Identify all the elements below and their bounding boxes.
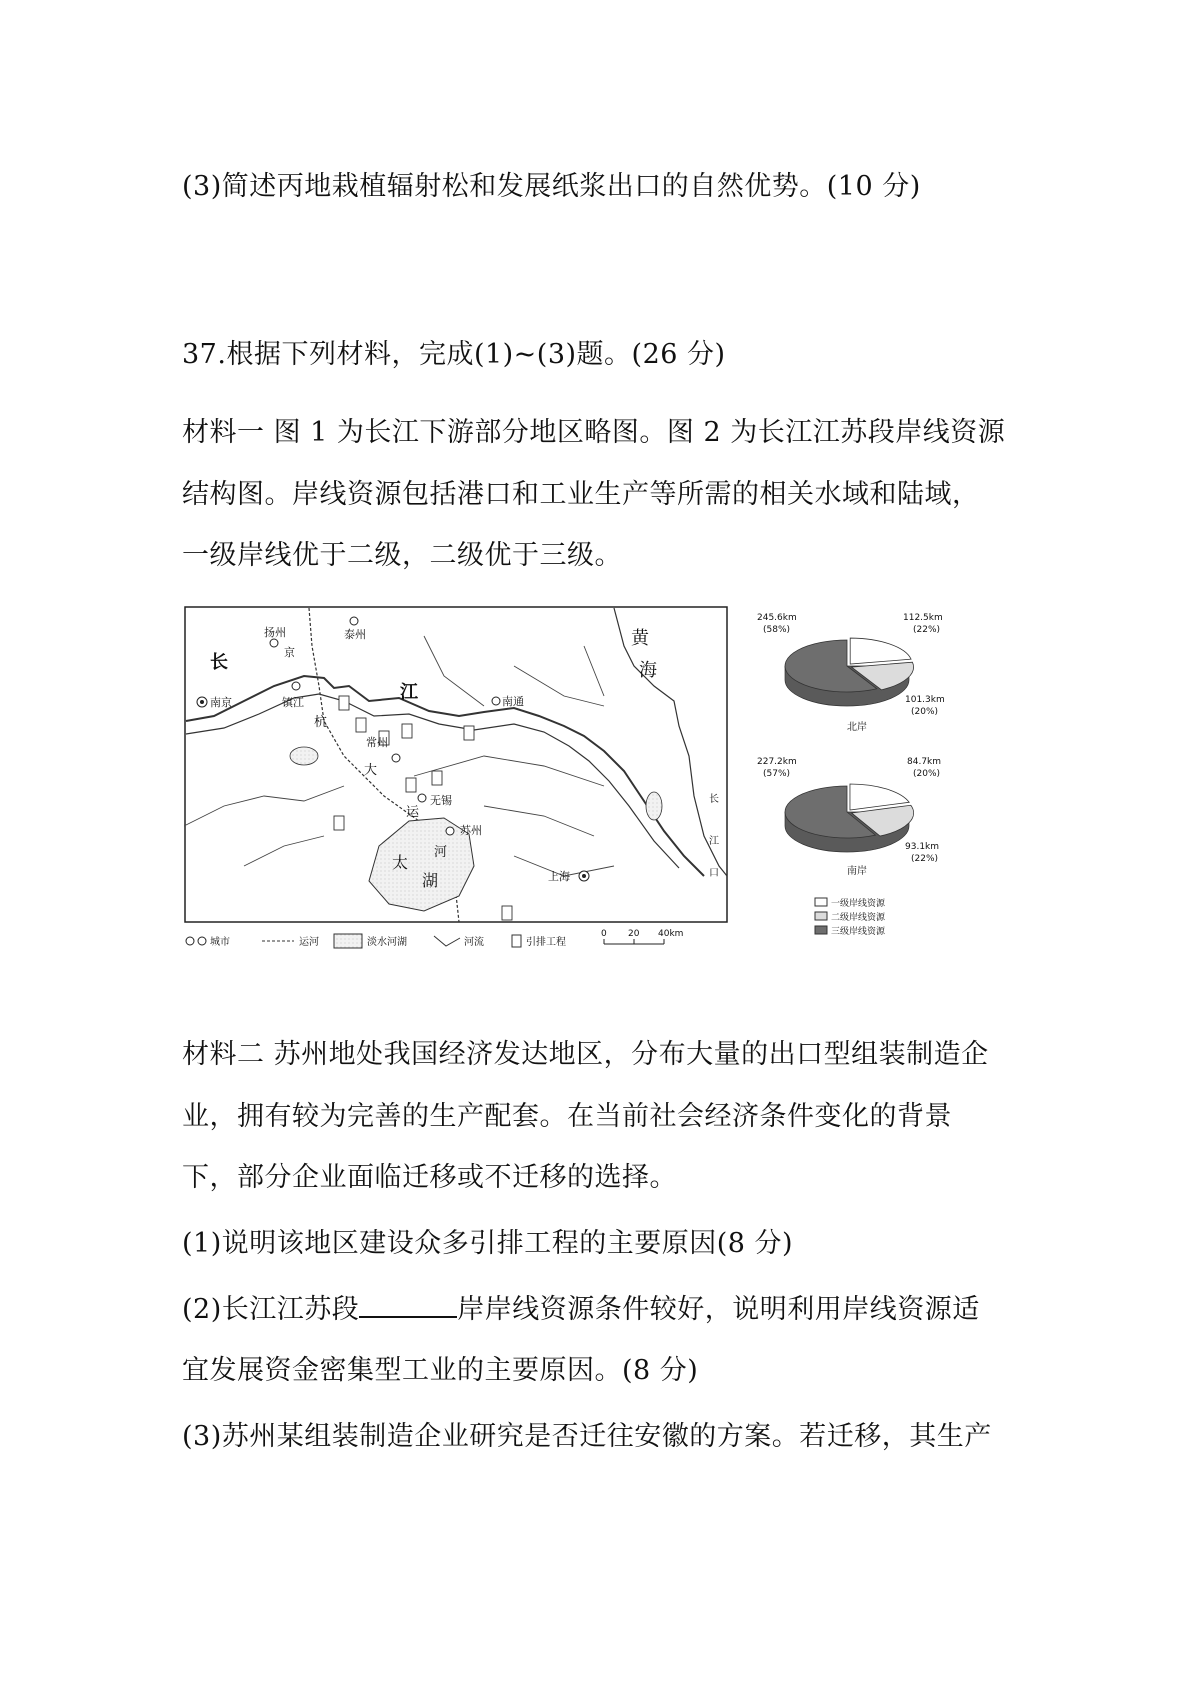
legend-lake: 淡水河湖 <box>367 937 407 948</box>
answer-blank[interactable] <box>359 1294 457 1318</box>
pie-north-label-level3-pct: (58%) <box>763 625 791 635</box>
label-da: 大 <box>364 763 378 778</box>
material1-line3: 一级岸线优于二级，二级优于三级。 <box>182 540 622 571</box>
pie-legend-2: 二级岸线资源 <box>831 913 886 923</box>
scale-label-mid: 20 <box>628 929 640 939</box>
label-estuary-chang: 长 <box>709 794 719 805</box>
legend-river: 河流 <box>464 937 484 948</box>
label-changzhou: 常州 <box>366 736 388 749</box>
city-nanjing-dot <box>200 700 204 704</box>
shoreline-pie-charts <box>755 606 965 966</box>
q37-sub2-line2: 宜发展资金密集型工业的主要原因。(8 分) <box>182 1355 699 1386</box>
label-hu: 湖 <box>422 871 439 890</box>
q37-sub2-line1 <box>182 1287 980 1326</box>
material2-line1: 材料二 苏州地处我国经济发达地区，分布大量的出口型组装制造企 <box>182 1039 989 1070</box>
pie-north-label-level2-km: 101.3km <box>905 695 945 705</box>
pie-north-label-level3-km: 245.6km <box>757 613 797 623</box>
pie-north-title: 北岸 <box>847 722 867 733</box>
label-zhenjiang: 镇江 <box>282 696 304 709</box>
project-icon <box>432 771 442 785</box>
pie-legend-swatch-2 <box>815 912 827 920</box>
pie-legend-1: 一级岸线资源 <box>831 899 886 909</box>
label-jiang: 江 <box>400 682 418 703</box>
pie-south-label-level2-km: 93.1km <box>905 842 940 852</box>
label-suzhou: 苏州 <box>460 824 482 837</box>
legend-city-icon <box>198 937 206 945</box>
city-taizhou <box>350 617 358 625</box>
pie-legend-3: 三级岸线资源 <box>831 927 886 937</box>
pie-legend-swatch-3 <box>815 926 827 934</box>
project-icon <box>339 696 349 710</box>
label-yellow-sea-1: 黄 <box>631 628 649 649</box>
label-yangzhou: 扬州 <box>264 626 286 639</box>
city-yangzhou <box>270 639 278 647</box>
legend-project-icon <box>512 935 521 947</box>
legend-canal: 运河 <box>299 937 319 948</box>
label-estuary-kou: 口 <box>709 868 719 879</box>
material1-line1: 材料一 图 1 为长江下游部分地区略图。图 2 为长江江苏段岸线资源 <box>182 417 1006 448</box>
q37-title: 37.根据下列材料，完成(1)~(3)题。(26 分) <box>182 339 726 370</box>
q37-sub3: (3)苏州某组装制造企业研究是否迁往安徽的方案。若迁移，其生产 <box>182 1421 992 1452</box>
project-icon <box>502 906 512 920</box>
label-he: 河 <box>434 845 448 860</box>
material1-line2: 结构图。岸线资源包括港口和工业生产等所需的相关水域和陆域， <box>182 479 980 510</box>
yangtze-map <box>184 606 744 966</box>
label-chang: 长 <box>210 652 228 673</box>
small-lake <box>646 792 662 820</box>
label-shanghai: 上海 <box>548 870 570 883</box>
scale-label-zero: 0 <box>601 929 607 939</box>
pie-south-label-level3-pct: (57%) <box>763 769 791 779</box>
pie-slice-level1 <box>850 784 909 810</box>
q36-sub3: (3)简述丙地栽植辐射松和发展纸浆出口的自然优势。(10 分) <box>182 171 921 202</box>
legend-project: 引排工程 <box>526 937 566 948</box>
label-nantong: 南通 <box>502 695 524 708</box>
pie-north-label-level1-pct: (22%) <box>913 625 941 635</box>
q37-sub2-pre: (2)长江江苏段 <box>182 1294 360 1325</box>
small-lake <box>290 747 318 765</box>
project-icon <box>464 726 474 740</box>
q37-sub2-post: 岸岸线资源条件较好，说明利用岸线资源适 <box>457 1294 980 1325</box>
pie-slice-level1 <box>850 638 911 664</box>
city-suzhou <box>446 827 454 835</box>
legend-city-icon <box>186 937 194 945</box>
legend-lake-icon <box>334 934 362 948</box>
pie-north <box>785 638 914 706</box>
label-tai: 太 <box>392 853 409 872</box>
pie-south <box>785 784 914 852</box>
legend-river-icon <box>434 936 460 946</box>
pie-south-label-level2-pct: (22%) <box>911 854 939 864</box>
project-icon <box>406 778 416 792</box>
pie-south-label-level1-pct: (20%) <box>913 769 941 779</box>
pie-south-label-level1-km: 84.7km <box>907 757 942 767</box>
city-changzhou <box>392 754 400 762</box>
material2-line2: 业，拥有较为完善的生产配套。在当前社会经济条件变化的背景 <box>182 1101 952 1132</box>
pie-legend-swatch-1 <box>815 898 827 906</box>
city-zhenjiang <box>292 682 300 690</box>
pie-south-title: 南岸 <box>847 866 867 877</box>
label-wuxi: 无锡 <box>430 794 452 807</box>
pie-south-label-level3-km: 227.2km <box>757 757 797 767</box>
project-icon <box>402 724 412 738</box>
label-yellow-sea-2: 海 <box>639 660 657 681</box>
label-nanjing: 南京 <box>210 696 232 709</box>
label-estuary-jiang: 江 <box>709 836 719 847</box>
city-shanghai-dot <box>582 874 586 878</box>
q37-sub1: (1)说明该地区建设众多引排工程的主要原因(8 分) <box>182 1228 794 1259</box>
label-jing: 京 <box>284 646 295 659</box>
pie-north-label-level2-pct: (20%) <box>911 707 939 717</box>
project-icon <box>356 718 366 732</box>
legend-city: 城市 <box>210 937 230 948</box>
label-yun: 运 <box>406 805 420 820</box>
label-taizhou: 泰州 <box>344 628 366 641</box>
city-nantong <box>492 697 500 705</box>
project-icon <box>334 816 344 830</box>
label-hang: 杭 <box>314 715 328 730</box>
material2-line3: 下，部分企业面临迁移或不迁移的选择。 <box>182 1162 677 1193</box>
pie-north-label-level1-km: 112.5km <box>903 613 943 623</box>
scale-label-end: 40km <box>658 929 684 939</box>
city-wuxi <box>418 794 426 802</box>
